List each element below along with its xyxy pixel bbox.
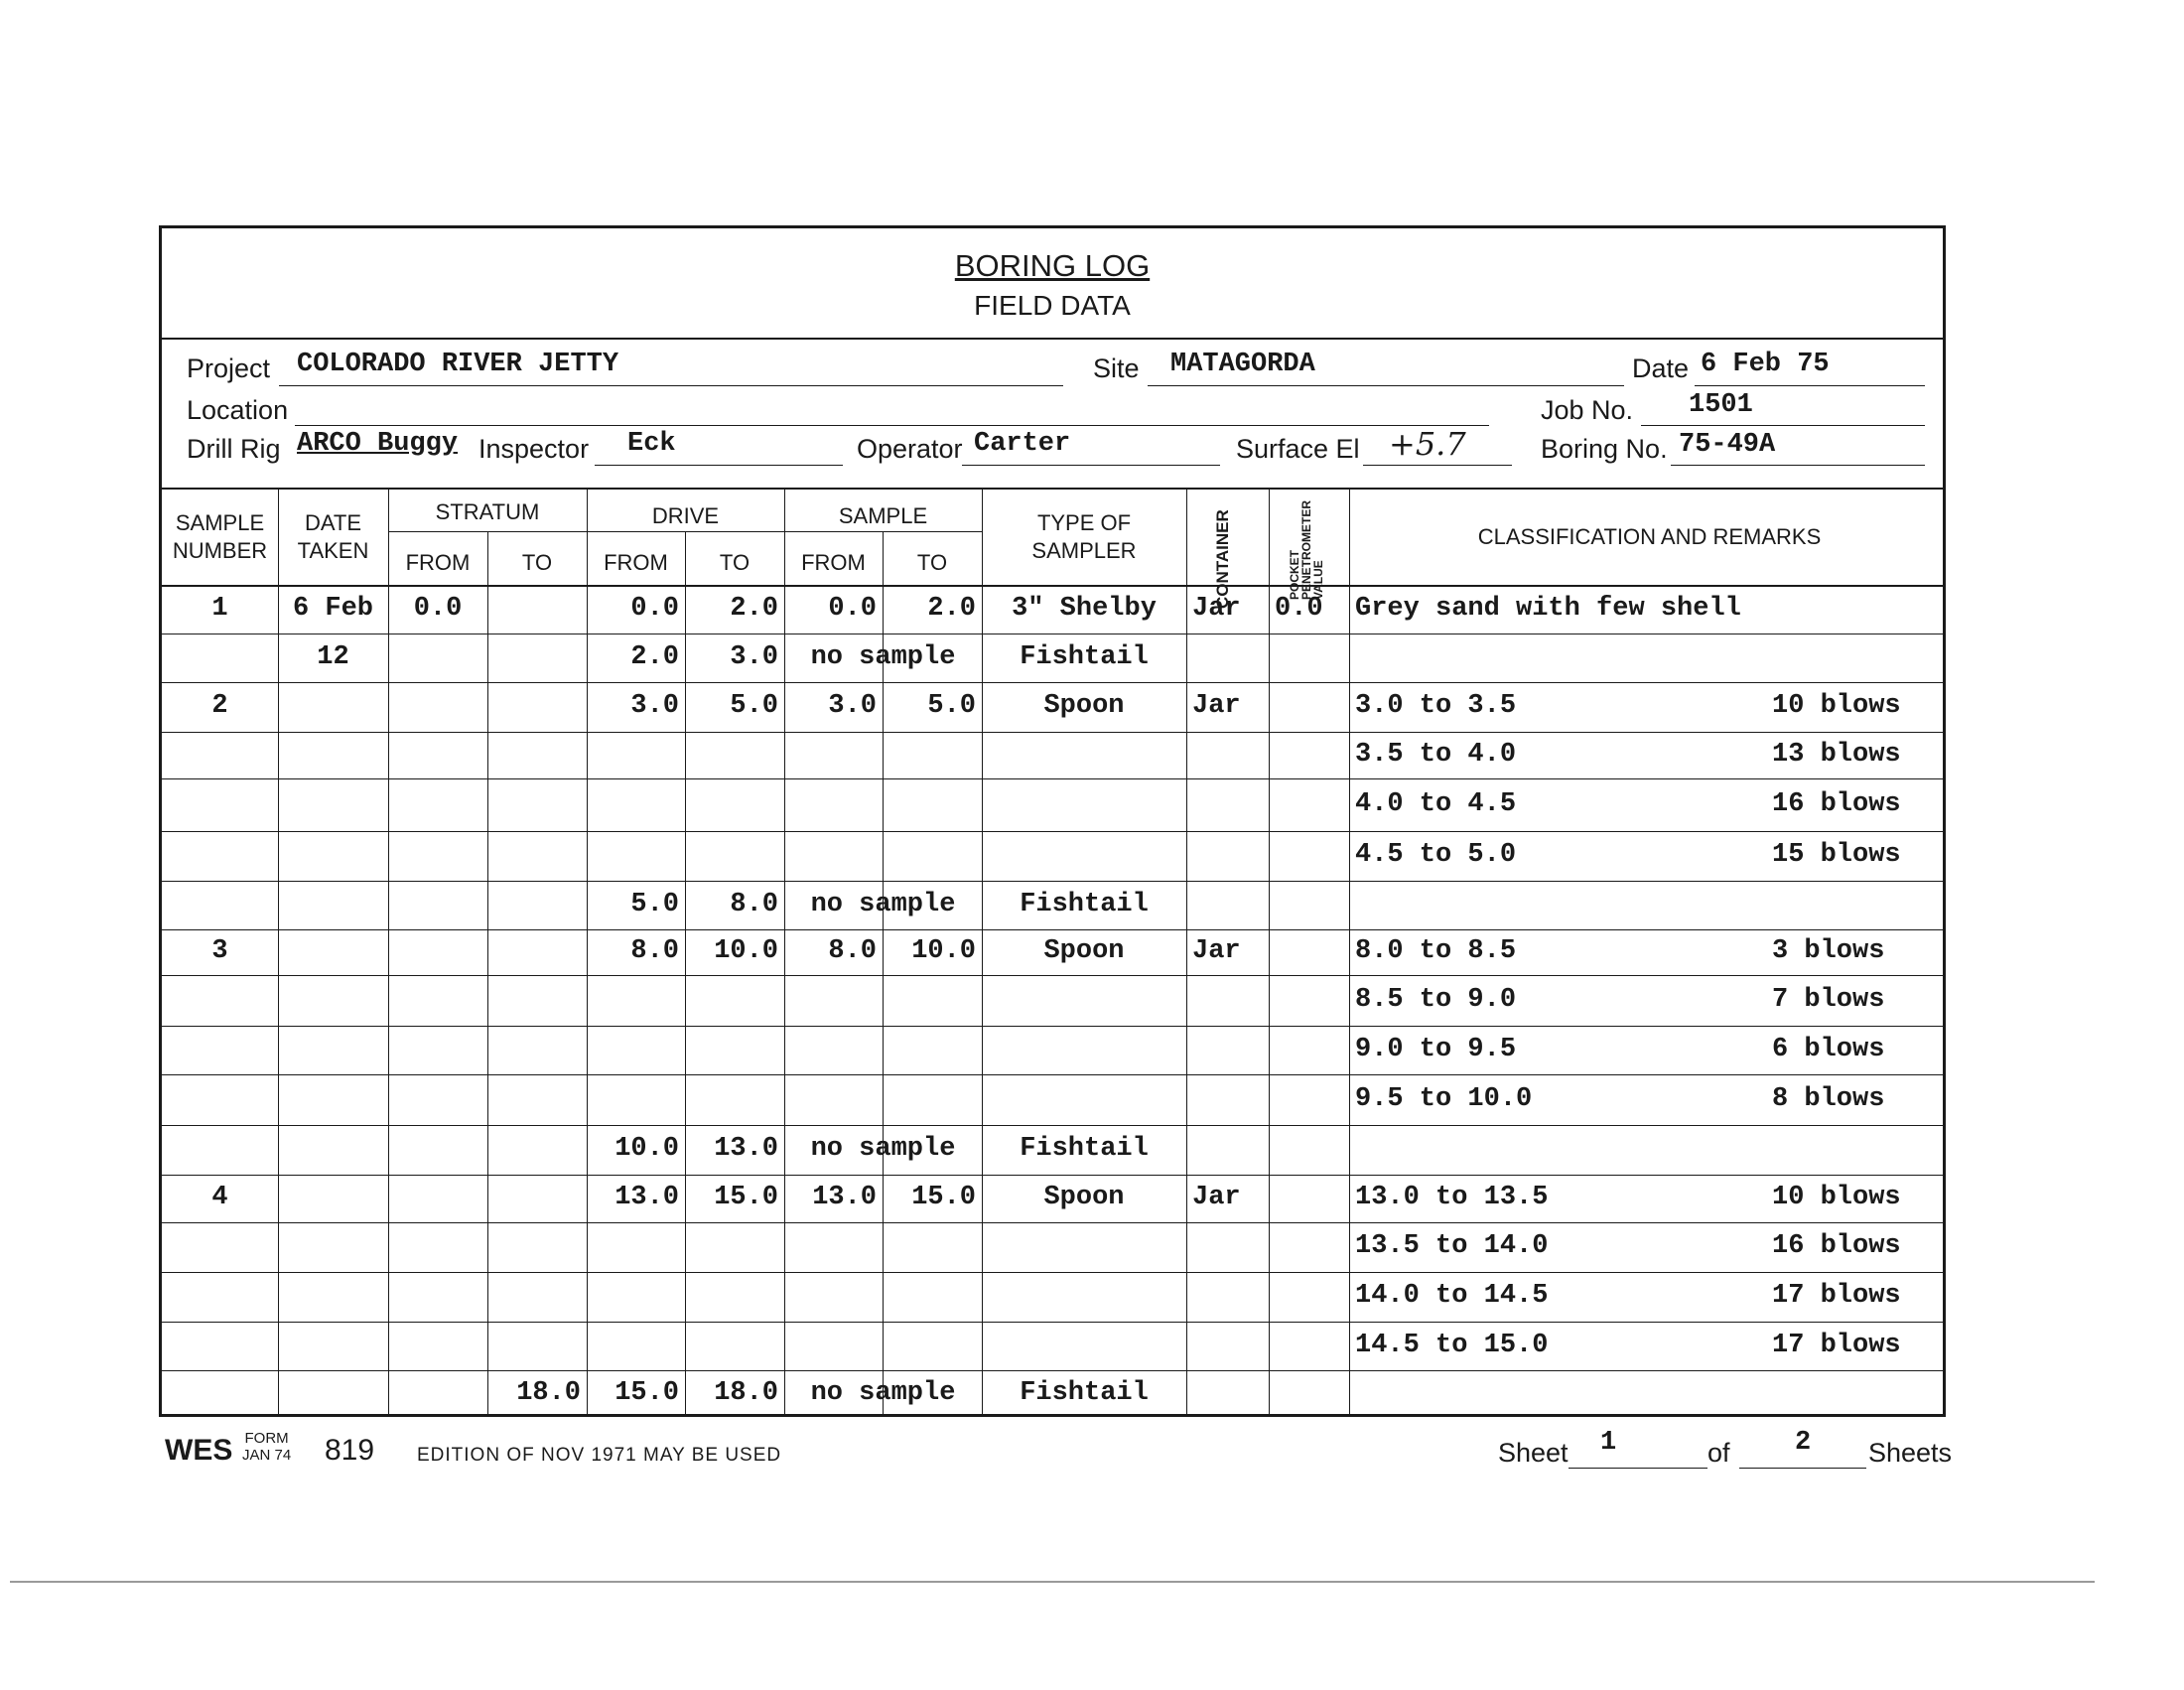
form-title-area [162,228,1943,340]
cell-classification-remarks: 8.0 to 8.5 [1355,936,1517,966]
cell-container: Jar [1192,594,1241,624]
cell-type-of-sampler: Spoon [1043,1183,1125,1212]
drill-rig-value: ARCO Buggy [297,429,459,459]
cell-blows: 7 blows [1772,985,1885,1015]
cell-date-taken: 6 Feb [292,594,373,624]
cell-blows: 8 blows [1772,1084,1885,1114]
col-header-sample-number: SAMPLE NUMBER [172,510,268,563]
footer-edition-note: EDITION OF NOV 1971 MAY BE USED [417,1445,782,1466]
project-value: COLORADO RIVER JETTY [297,350,619,379]
date-value: 6 Feb 75 [1701,350,1830,379]
col-header-drive-from: FROM [604,550,668,575]
table-row [162,732,1946,778]
job-line [1641,425,1925,426]
cell-classification-remarks: 13.0 to 13.5 [1355,1183,1549,1212]
cell-type-of-sampler: Fishtail [1020,1134,1149,1164]
table-row [162,975,1946,1026]
cell-drive-to: 13.0 [714,1134,778,1164]
footer-form-number: 819 [325,1434,375,1467]
cell-container: Jar [1192,1183,1241,1212]
cell-sample-number: 3 [211,936,228,966]
cell-drive-to: 15.0 [714,1183,778,1212]
project-line [279,385,1063,386]
cell-drive-from: 3.0 [630,691,679,721]
cell-blows: 3 blows [1772,936,1885,966]
cell-sample-from: 8.0 [828,936,877,966]
col-header-stratum: STRATUM [435,499,540,524]
surface-el-line [1363,465,1512,466]
job-value: 1501 [1689,390,1753,420]
cell-sample-number: 4 [211,1183,228,1212]
cell-classification-remarks: 13.5 to 14.0 [1355,1231,1549,1261]
footer-of-line [1739,1468,1866,1469]
cell-sample-from: no sample [810,1134,956,1164]
table-row [162,831,1946,881]
col-header-container: CONTAINER [1213,509,1232,609]
cell-type-of-sampler: Fishtail [1020,642,1149,672]
table-row [162,1026,1946,1074]
footer-of-value: 2 [1795,1428,1812,1458]
table-row [162,585,1946,634]
col-header-sample-to: TO [916,550,948,575]
cell-drive-to: 18.0 [714,1378,778,1408]
col-header-classification-remarks: CLASSIFICATION AND REMARKS [1477,524,1822,549]
cell-drive-from: 0.0 [630,594,679,624]
boring-value: 75-49A [1679,430,1776,460]
form-title: BORING LOG [954,248,1151,283]
table-row [162,682,1946,732]
cell-drive-from: 10.0 [614,1134,679,1164]
cell-sample-number: 2 [211,691,228,721]
site-value: MATAGORDA [1170,350,1315,379]
footer-form: FORM JAN 74 [242,1430,292,1464]
cell-container: Jar [1192,691,1241,721]
cell-type-of-sampler: Spoon [1043,691,1125,721]
footer-sheets-label: Sheets [1868,1438,1953,1468]
footer-sheet-label: Sheet [1498,1438,1569,1468]
date-line [1695,385,1925,386]
col-header-type-of-sampler: TYPE OF SAMPLER [1031,510,1137,563]
cell-blows: 17 blows [1772,1281,1901,1311]
col-header-date-taken: DATE TAKEN [297,510,369,563]
cell-blows: 6 blows [1772,1035,1885,1064]
cell-classification-remarks: 3.5 to 4.0 [1355,740,1517,770]
table-row [162,1175,1946,1222]
cell-classification-remarks: 9.5 to 10.0 [1355,1084,1533,1114]
cell-date-taken: 12 [317,642,349,672]
scan-edge-line [10,1581,2095,1583]
cell-sample-number: 1 [211,594,228,624]
boring-line [1671,465,1925,466]
footer-of-label: of [1707,1438,1730,1468]
cell-classification-remarks: 14.5 to 15.0 [1355,1331,1549,1360]
table-row [162,1222,1946,1272]
table-row [162,778,1946,831]
form-subtitle: FIELD DATA [974,290,1131,321]
table-row [162,634,1946,682]
cell-container: Jar [1192,936,1241,966]
cell-blows: 10 blows [1772,691,1901,721]
cell-sample-from: 13.0 [812,1183,877,1212]
table-row [162,1074,1946,1125]
cell-type-of-sampler: Fishtail [1020,1378,1149,1408]
cell-blows: 10 blows [1772,1183,1901,1212]
cell-classification-remarks: 9.0 to 9.5 [1355,1035,1517,1064]
cell-drive-to: 10.0 [714,936,778,966]
footer-sheet-line [1569,1468,1707,1469]
cell-type-of-sampler: 3" Shelby [1012,594,1157,624]
cell-blows: 15 blows [1772,840,1901,870]
job-label: Job No. [1541,395,1634,425]
project-label: Project [187,353,271,383]
inspector-line [595,465,843,466]
cell-sample-from: 3.0 [828,691,877,721]
operator-line [962,465,1220,466]
operator-value: Carter [974,429,1071,459]
operator-label: Operator [857,434,963,464]
cell-blows: 13 blows [1772,740,1901,770]
cell-drive-to: 3.0 [730,642,778,672]
cell-classification-remarks: 4.5 to 5.0 [1355,840,1517,870]
table-top-border [162,488,1943,490]
cell-classification-remarks: 8.5 to 9.0 [1355,985,1517,1015]
table-row [162,1322,1946,1370]
col-header-drive-to: TO [719,550,751,575]
col-header-drive: DRIVE [651,503,720,528]
table-row [162,1125,1946,1175]
cell-blows: 16 blows [1772,1231,1901,1261]
col-header-sample: SAMPLE [838,503,928,528]
col-header-sample-from: FROM [801,550,866,575]
cell-sample-to: 5.0 [927,691,976,721]
inspector-value: Eck [627,429,676,459]
site-label: Site [1093,353,1140,383]
site-line [1148,385,1624,386]
table-row [162,881,1946,929]
table-row [162,1272,1946,1322]
table-row [162,1370,1946,1417]
cell-stratum-from: 0.0 [413,594,463,624]
cell-drive-from: 13.0 [614,1183,679,1212]
cell-type-of-sampler: Spoon [1043,936,1125,966]
inspector-label: Inspector [478,434,590,464]
cell-classification-remarks: 14.0 to 14.5 [1355,1281,1549,1311]
boring-log-form [159,225,1946,1417]
cell-sample-to: 15.0 [911,1183,976,1212]
cell-drive-from: 8.0 [630,936,679,966]
col-header-stratum-from: FROM [405,550,471,575]
drill-rig-label: Drill Rig [187,434,281,464]
cell-drive-to: 2.0 [730,594,778,624]
cell-sample-from: no sample [810,642,956,672]
location-line [295,425,1489,426]
boring-label: Boring No. [1541,434,1668,464]
cell-sample-from: no sample [810,890,956,919]
cell-sample-from: 0.0 [828,594,877,624]
date-label: Date [1632,353,1690,383]
cell-pocket-penetrometer: 0.0 [1275,594,1323,624]
cell-stratum-to: 18.0 [516,1378,581,1408]
cell-sample-to: 10.0 [911,936,976,966]
cell-drive-to: 8.0 [730,890,778,919]
table-row [162,929,1946,975]
col-header-pocket-penetrometer: POCKET PENETROMETER VALUE [1288,499,1325,600]
surface-el-value: +5.7 [1389,425,1466,463]
cell-sample-from: no sample [810,1378,956,1408]
cell-drive-to: 5.0 [730,691,778,721]
footer-wes: WES [165,1434,233,1467]
cell-type-of-sampler: Fishtail [1020,890,1149,919]
cell-classification-remarks: Grey sand with few shell [1355,594,1741,624]
location-label: Location [187,395,289,425]
footer-sheet-value: 1 [1600,1428,1617,1458]
cell-sample-to: 2.0 [927,594,976,624]
cell-drive-from: 15.0 [614,1378,679,1408]
cell-drive-from: 2.0 [630,642,679,672]
surface-el-label: Surface El [1236,434,1360,464]
cell-blows: 16 blows [1772,789,1901,819]
cell-blows: 17 blows [1772,1331,1901,1360]
cell-classification-remarks: 3.0 to 3.5 [1355,691,1517,721]
cell-drive-from: 5.0 [630,890,679,919]
col-header-stratum-to: TO [521,550,553,575]
cell-classification-remarks: 4.0 to 4.5 [1355,789,1517,819]
